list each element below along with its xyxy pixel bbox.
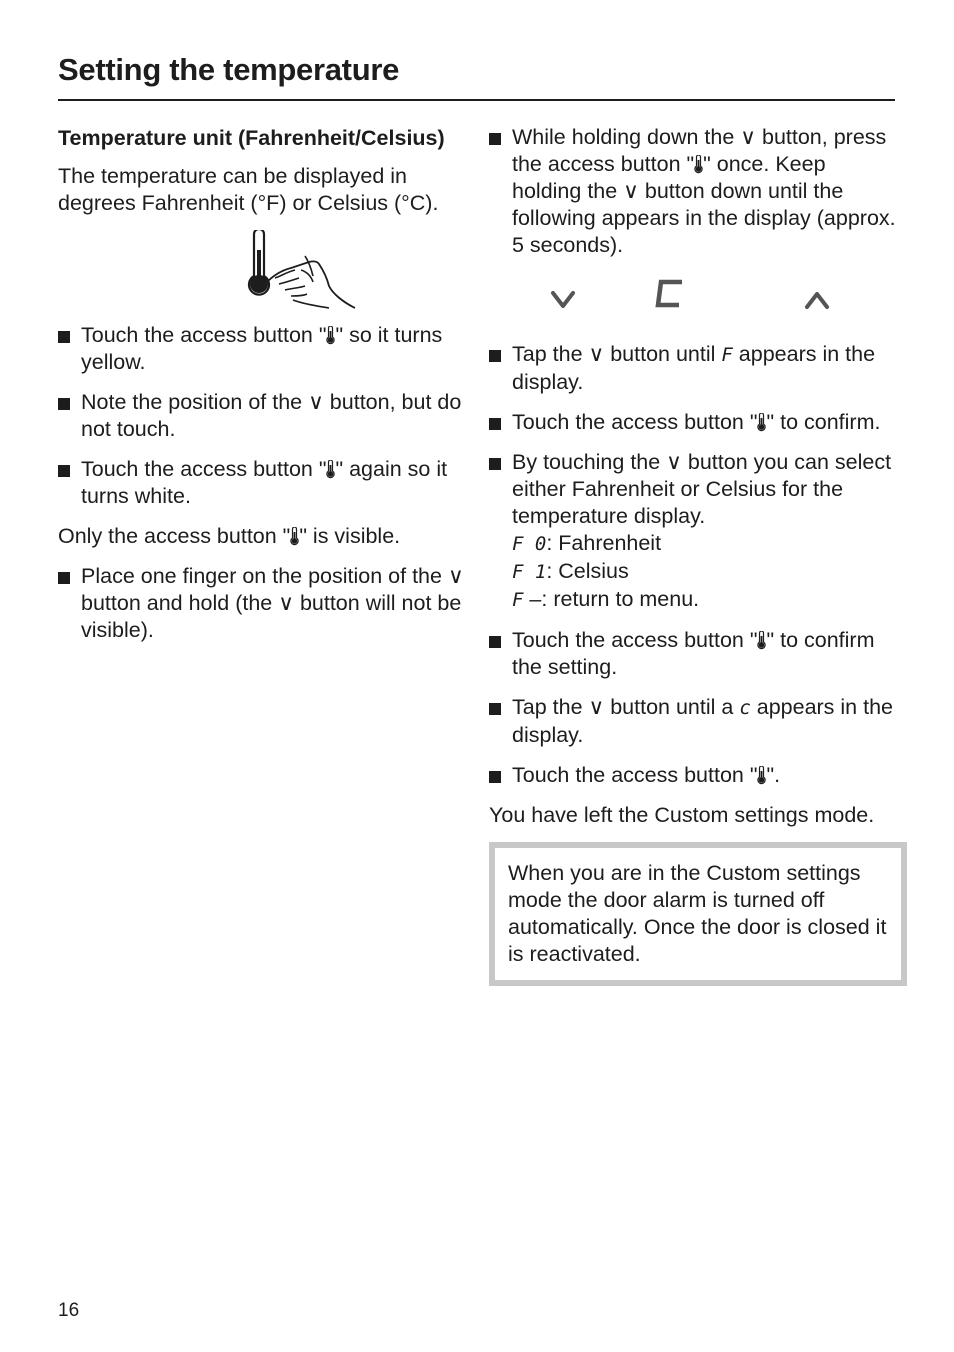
thermometer-icon (290, 527, 299, 546)
left-column (58, 124, 468, 657)
option-return: F –: return to menu. (512, 587, 700, 611)
list-item: By touching the ∨ button you can select either Fahrenheit or Celsius for the temperature display. F 0: Fahrenheit F 1: Celsius F –: return to menu. (489, 449, 897, 614)
chevron-up-icon (807, 294, 827, 307)
thermometer-hand-illustration (245, 230, 360, 312)
list-item: Tap the ∨ button until a c appears in the display. (489, 694, 897, 749)
thermometer-icon (694, 155, 703, 174)
page-title: Setting the temperature (58, 52, 400, 87)
display-illustration (489, 273, 889, 333)
list-item: Touch the access button " " to confirm. (489, 409, 897, 436)
segment-c-glyph: c (739, 697, 751, 719)
option-celsius: F 1: Celsius (512, 559, 629, 583)
list-item: Touch the access button " " so it turns yellow. (58, 322, 468, 376)
list-item: Note the position of the ∨ button, but do not touch. (58, 389, 468, 443)
right-column (489, 124, 897, 986)
title-rule (58, 99, 895, 101)
list-item: While holding down the ∨ button, press the access button " " once. Keep holding the ∨ button down until the following appears in the display (approx. 5 seconds). (489, 124, 897, 259)
list-item: Tap the ∨ button until F appears in the display. (489, 341, 897, 396)
list-item: Touch the access button " " to confirm the setting. (489, 627, 897, 681)
page-number: 16 (58, 1300, 80, 1321)
list-item: Place one finger on the position of the ∨ button and hold (the ∨ button will not be visible). (58, 563, 468, 644)
intro-text: The temperature can be displayed in degrees Fahrenheit (°F) or Celsius (°C). (58, 164, 439, 215)
note-box: When you are in the Custom settings mode the door alarm is turned off automatically. Once the door is closed it is reactivated. (489, 842, 907, 986)
option-fahrenheit: F 0: Fahrenheit (512, 531, 662, 555)
segment-c-display (658, 282, 682, 305)
chevron-down-icon (553, 293, 573, 306)
left-mode-text: You have left the Custom settings mode. (489, 803, 875, 827)
section-subheading: Temperature unit (Fahrenheit/Celsius) (58, 126, 445, 150)
list-item: Touch the access button " " again so it turns white. (58, 456, 468, 510)
list-item: Touch the access button " ". (489, 762, 897, 789)
only-visible-text: Only the access button " " is visible. (58, 524, 401, 548)
segment-f-glyph: F (721, 344, 733, 366)
